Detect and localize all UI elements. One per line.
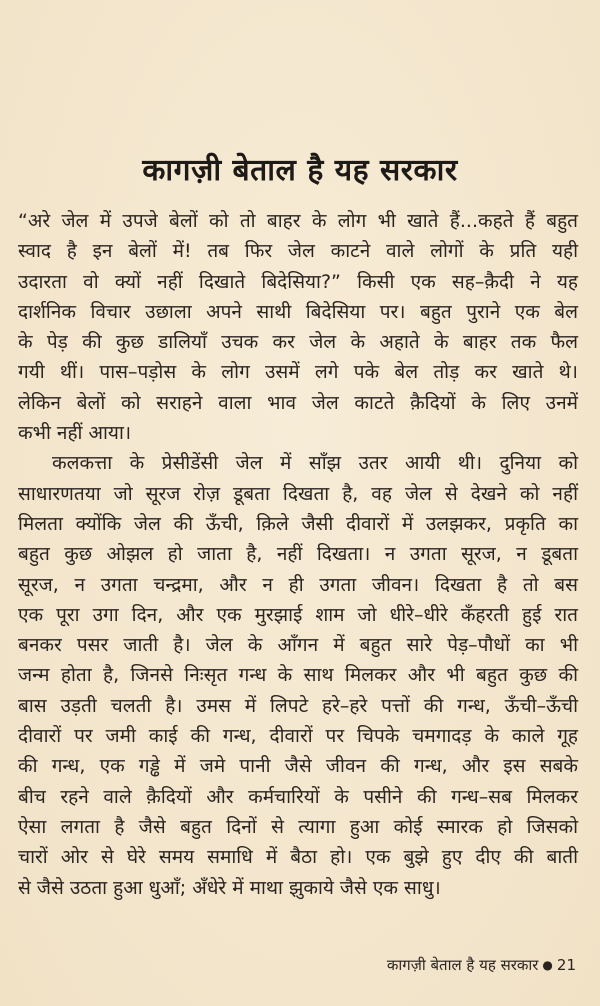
text-line: बास उड़ती चलती है। उमस में लिपटे हरे–हरे पत्तों की गन्ध, ऊँची–ऊँची [18, 694, 578, 717]
page-footer [387, 955, 576, 975]
text-line: उदारता वो क्यों नहीं दिखाते बिदेसिया?” किसी एक सह–क़ैदी ने यह [18, 270, 578, 293]
text-line: बनकर पसर जाती है। जेल के आँगन में बहुत सारे पेड़–पौधों का भी [18, 634, 578, 657]
bullet-separator: ● [542, 958, 553, 972]
body-text [18, 206, 578, 903]
text-line: से जैसे उठता हुआ धुआँ; अँधेरे में माथा झुकाये जैसे एक साधु। [18, 876, 441, 899]
text-line: की गन्ध, एक गड्ढे में जमे पानी जैसे जीवन की गन्ध, और इस सबके [18, 755, 578, 778]
text-line: दीवारों पर जमी काई की गन्ध, दीवारों पर चिपके चमगादड़ के काले गूह [18, 725, 578, 748]
running-title: कागज़ी बेताल है यह सरकार [386, 956, 539, 974]
paragraph-2 [18, 448, 578, 902]
text-line: जन्म होता है, जिनसे निःसृत गन्ध के साथ मिलकर और भी बहुत कुछ की [18, 664, 578, 687]
text-line: लेकिन बेलों को सराहने वाला भाव जेल काटते क़ैदियों के लिए उनमें [18, 391, 578, 414]
page-number: 21 [556, 956, 576, 974]
chapter-title: कागज़ी बेताल है यह सरकार [142, 153, 458, 189]
text-line: मिलता क्योंकि जेल की ऊँची, क़िले जैसी दीवारों में उलझकर, प्रकृति का [18, 512, 578, 535]
text-line: के पेड़ की कुछ डालियाँ उचक कर जेल के अहाते के बाहर तक फैल [18, 331, 578, 354]
text-line: सूरज, न उगता चन्द्रमा, और न ही उगता जीवन। दिखता है तो बस [18, 573, 578, 596]
text-line: कभी नहीं आया। [18, 422, 132, 445]
text-line: साधारणतया जो सूरज रोज़ डूबता दिखता है, वह जेल से देखने को नहीं [18, 482, 578, 505]
paragraph-1 [18, 206, 578, 448]
text-line: गयी थीं। पास–पड़ोस के लोग उसमें लगे पके बेल तोड़ कर खाते थे। [18, 361, 578, 384]
text-line: बीच रहने वाले क़ैदियों और कर्मचारियों के पसीने की गन्ध–सब मिलकर [18, 785, 578, 808]
text-line: दार्शनिक विचार उछाला अपने साथी बिदेसिया पर। बहुत पुराने एक बेल [18, 300, 578, 323]
text-line: चारों ओर से घेरे समय समाधि में बैठा हो। एक बुझे हुए दीए की बाती [18, 846, 578, 869]
text-line: ऐसा लगता है जैसे बहुत दिनों से त्यागा हुआ कोई स्मारक हो जिसको [18, 815, 578, 838]
text-line: एक पूरा उगा दिन, और एक मुरझाई शाम जो धीरे–धीरे कँहरती हुई रात [18, 603, 578, 626]
text-line: बहुत कुछ ओझल हो जाता है, नहीं दिखता। न उगता सूरज, न डूबता [18, 543, 578, 566]
text-line: “अरे जेल में उपजे बेलों को तो बाहर के लोग भी खाते हैं...कहते हैं बहुत [18, 210, 578, 232]
text-line: कलकत्ता के प्रेसीडेंसी जेल में साँझ उतर आयी थी। दुनिया को [52, 452, 578, 475]
text-line: स्वाद है इन बेलों में! तब फिर जेल काटने वाले लोगों के प्रति यही [18, 240, 578, 263]
